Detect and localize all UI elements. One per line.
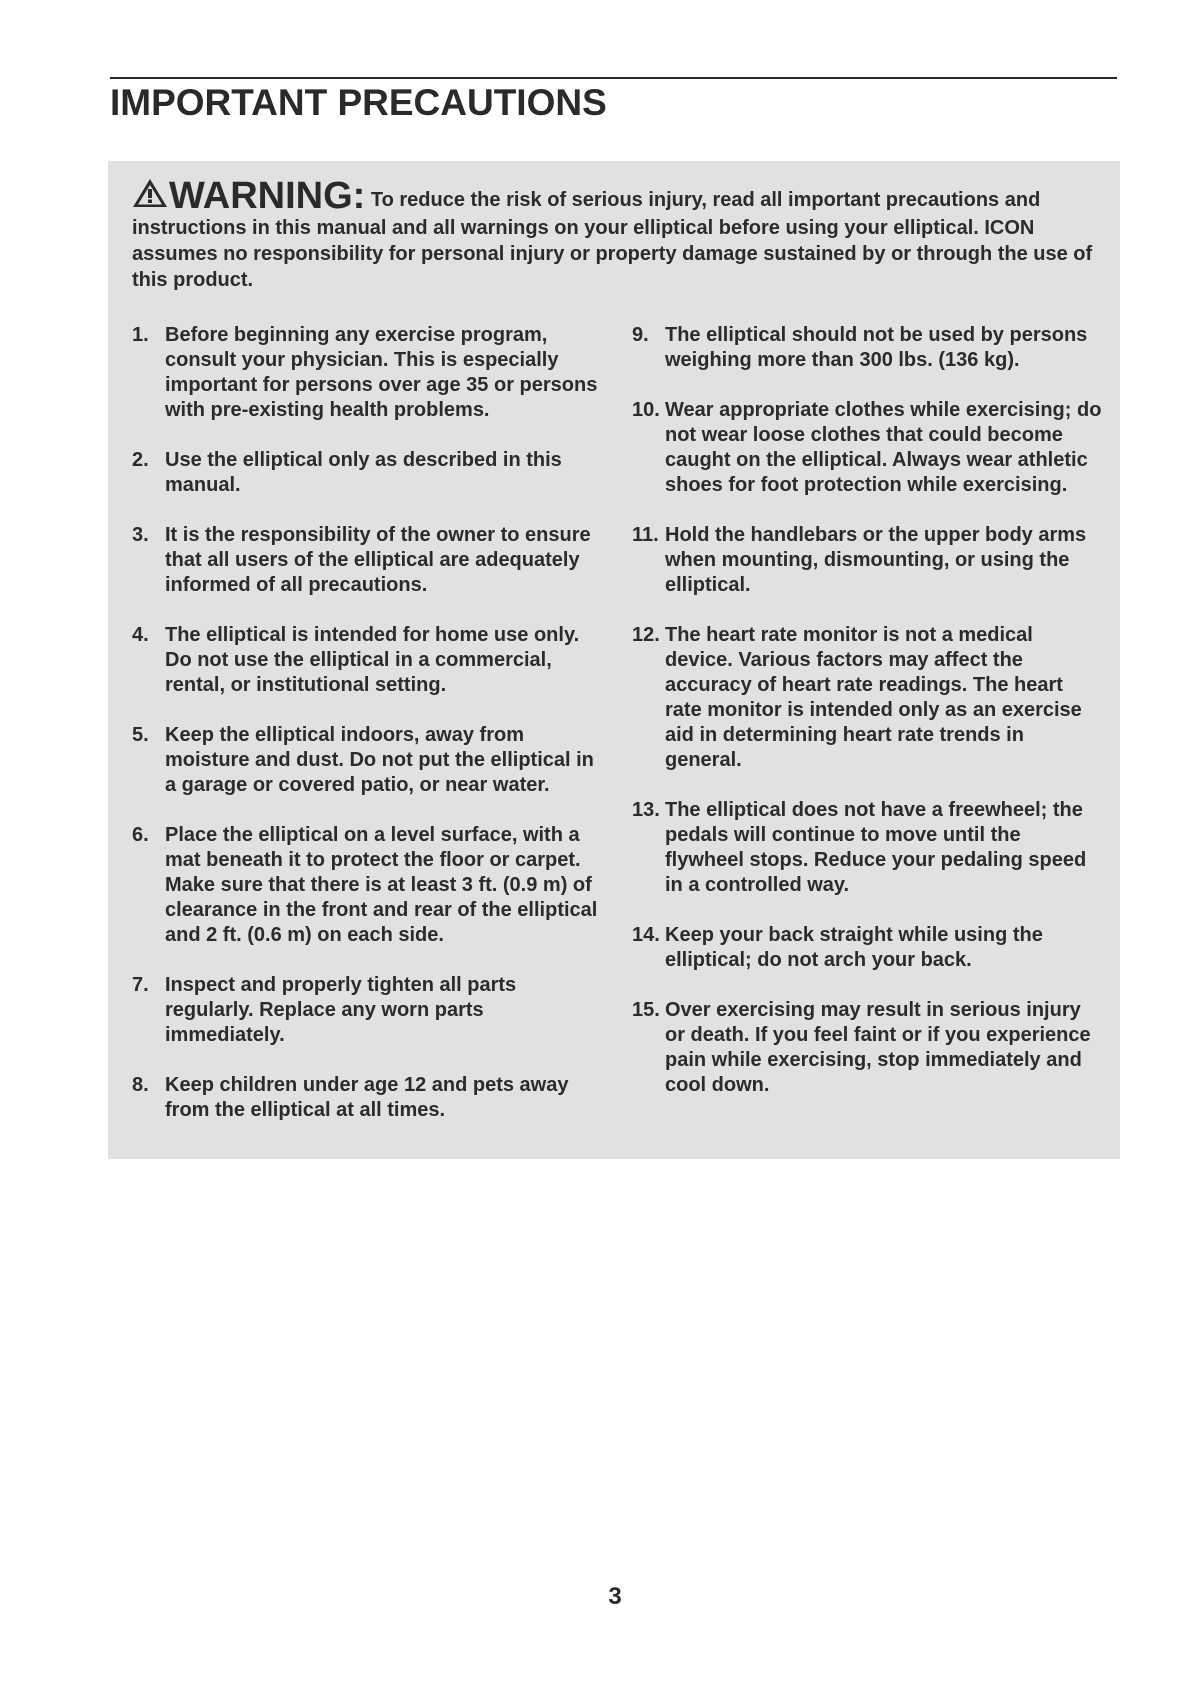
- precaution-number: 13.: [632, 799, 660, 821]
- precaution-text: Keep the elliptical indoors, away from moisture and dust. Do not put the elliptical in a garage or covered patio, or near water.: [165, 724, 594, 796]
- precaution-text: The elliptical is intended for home use only. Do not use the elliptical in a commercial, rental, or institutional setting.: [165, 624, 580, 696]
- precaution-text: The elliptical does not have a freewheel; the pedals will continue to move until the flywheel stops. Reduce your pedaling speed in a controlled way.: [665, 799, 1087, 896]
- page-number: 3: [608, 1583, 622, 1610]
- precaution-number: 15.: [632, 999, 660, 1021]
- precaution-number: 8.: [132, 1074, 149, 1096]
- precaution-item: [632, 998, 1102, 1098]
- precautions-left-column: [132, 323, 602, 1148]
- precaution-number: 11.: [632, 524, 659, 546]
- precaution-item: [632, 523, 1102, 598]
- precaution-number: 5.: [132, 724, 149, 746]
- precaution-text: Keep children under age 12 and pets away from the elliptical at all times.: [165, 1074, 569, 1121]
- precaution-item: [632, 623, 1102, 773]
- precaution-number: 7.: [132, 974, 149, 996]
- precaution-text: Inspect and properly tighten all parts regularly. Replace any worn parts immediately.: [165, 974, 517, 1046]
- precaution-number: 10.: [632, 399, 660, 421]
- precaution-item: [132, 623, 602, 698]
- precaution-text: Wear appropriate clothes while exercising; do not wear loose clothes that could become caught on the elliptical. Always wear athletic shoes for foot protection while exercising.: [665, 399, 1102, 496]
- precaution-text: Before beginning any exercise program, consult your physician. This is especially important for persons over age 35 or persons with pre-existing health problems.: [165, 324, 598, 421]
- header-rule: [110, 77, 1117, 79]
- precaution-item: [132, 448, 602, 498]
- precautions-right-column: [632, 323, 1102, 1148]
- precaution-number: 9.: [632, 324, 649, 346]
- precaution-item: [132, 723, 602, 798]
- page-title: IMPORTANT PRECAUTIONS: [110, 82, 607, 123]
- precaution-number: 6.: [132, 824, 149, 846]
- warning-intro: [132, 177, 1098, 293]
- precautions-columns: [132, 323, 1102, 1148]
- precaution-number: 2.: [132, 449, 149, 471]
- warning-triangle-icon: [132, 178, 168, 208]
- precaution-text: Over exercising may result in serious injury or death. If you feel faint or if you experience pain while exercising, stop immediately and cool down.: [665, 999, 1091, 1096]
- precaution-text: Keep your back straight while using the elliptical; do not arch your back.: [665, 924, 1043, 971]
- precaution-text: Use the elliptical only as described in this manual.: [165, 449, 562, 496]
- precaution-text: Place the elliptical on a level surface, with a mat beneath it to protect the floor or carpet. Make sure that there is at least 3 ft. (0.9 m) of clearance in the front and rear of the elliptical and 2 ft. (0.6 m) on each side.: [165, 824, 598, 946]
- precaution-item: [132, 973, 602, 1048]
- precaution-number: 4.: [132, 624, 149, 646]
- precaution-number: 12.: [632, 624, 660, 646]
- precaution-text: It is the responsibility of the owner to ensure that all users of the elliptical are adequately informed of all precautions.: [165, 524, 591, 596]
- precaution-item: [632, 323, 1102, 373]
- precaution-item: [132, 1073, 602, 1123]
- precaution-number: 3.: [132, 524, 149, 546]
- warning-text: To reduce the risk of serious injury, read all important precautions and instructions in this manual and all warnings on your elliptical before using your elliptical. ICON assumes no responsibility for personal injury or property damage sustained by or through the use of this product.: [132, 189, 1093, 291]
- warning-label: WARNING:: [169, 175, 366, 217]
- precaution-item: [632, 398, 1102, 498]
- precaution-item: [632, 923, 1102, 973]
- precaution-text: The heart rate monitor is not a medical device. Various factors may affect the accuracy of heart rate readings. The heart rate monitor is intended only as an exercise aid in determining heart rate trends in general.: [665, 624, 1082, 771]
- precaution-item: [132, 323, 602, 423]
- warning-box: [108, 161, 1120, 1159]
- precaution-item: [132, 523, 602, 598]
- precaution-text: Hold the handlebars or the upper body arms when mounting, dismounting, or using the elliptical.: [665, 524, 1087, 596]
- precaution-text: The elliptical should not be used by persons weighing more than 300 lbs. (136 kg).: [665, 324, 1088, 371]
- precaution-number: 1.: [132, 324, 149, 346]
- precaution-number: 14.: [632, 924, 660, 946]
- precaution-item: [632, 798, 1102, 898]
- precaution-item: [132, 823, 602, 948]
